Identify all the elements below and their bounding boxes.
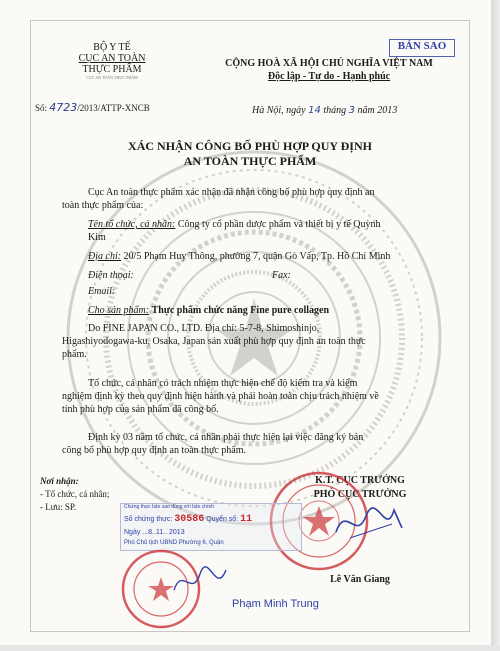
intro-line-1: Cục An toàn thực phẩm xác nhận đã nhận công bố phù hợp quy định an bbox=[88, 187, 375, 198]
address-line bbox=[88, 251, 390, 262]
agency-block bbox=[52, 42, 172, 81]
org-label: Tên tổ chức, cá nhân: bbox=[88, 219, 176, 230]
date-day: 14 bbox=[308, 105, 321, 116]
agency-department-2: THỰC PHẨM bbox=[82, 64, 142, 75]
agency-tiny-label: CỤC AN TOÀN THỰC PHẨM bbox=[86, 75, 138, 80]
responsibility-line-3: tính phù hợp của sản phẩm đã công bố. bbox=[62, 404, 219, 415]
producer-line-2: Higashiyodogawa-ku, Osaka, Japan sản xuất phù hợp quy định an toàn thực bbox=[62, 336, 366, 347]
fax-label: Fax: bbox=[272, 270, 291, 281]
cert-number-label: Số chứng thực: bbox=[124, 516, 173, 523]
period-line-2: công bố phù hợp quy định an toàn thực phẩm. bbox=[62, 445, 247, 456]
agency-ministry: BỘ Y TẾ bbox=[93, 42, 131, 53]
phone-label: Điện thoại: bbox=[88, 270, 134, 281]
cert-date-value: ...8..11.. 2013 bbox=[142, 529, 185, 536]
date-month-label: tháng bbox=[323, 105, 347, 116]
date-year: năm 2013 bbox=[357, 105, 398, 116]
doc-number bbox=[35, 101, 150, 114]
copy-stamp: BẢN SAO bbox=[397, 40, 447, 52]
cert-line-4: Phó Chủ tịch UBND Phường 6, Quận bbox=[124, 540, 224, 546]
org-line-2: Kim bbox=[88, 232, 106, 243]
country-name: CỘNG HOÀ XÃ HỘI CHỦ NGHĨA VIỆT NAM bbox=[225, 58, 433, 69]
cert-signature-scribble-icon bbox=[170, 562, 230, 602]
cert-line-1: Chứng thực bản sao đúng với bản chính bbox=[124, 504, 215, 510]
signer-name: Lê Văn Giang bbox=[330, 574, 390, 585]
agency-department: CỤC AN TOÀN bbox=[78, 53, 146, 64]
producer-line-1: Do FINE JAPAN CO., LTD. Địa chỉ: 5-7-8, Shimoshinjo, bbox=[88, 323, 320, 334]
date-month: 3 bbox=[348, 105, 355, 116]
title-line-2: AN TOÀN THỰC PHẨM bbox=[183, 154, 317, 168]
intro-line-2: toàn thực phẩm của: bbox=[62, 200, 144, 211]
address-label: Địa chỉ: bbox=[88, 251, 122, 262]
period-line-1: Định kỳ 03 năm tổ chức, cá nhân phải thực hiện lại việc đăng ký bản bbox=[88, 432, 364, 443]
cert-book-value: 11 bbox=[240, 514, 253, 525]
address-value: 20/5 Phạm Huy Thông, phường 7, quận Gò Vấp, Tp. Hồ Chí Minh bbox=[123, 251, 391, 262]
recipient-2: - Lưu: SP. bbox=[40, 502, 77, 512]
responsibility-line-1: Tổ chức, cá nhân có trách nhiệm thực hiện chế độ kiểm tra và kiểm bbox=[88, 378, 358, 389]
recipients-title: Nơi nhận: bbox=[40, 476, 79, 486]
doc-number-prefix: Số: bbox=[35, 103, 48, 113]
cert-date-row bbox=[124, 529, 185, 536]
org-line-1 bbox=[88, 219, 381, 230]
cert-number-value: 30586 bbox=[174, 514, 205, 525]
cert-book-label: Quyển số: bbox=[206, 516, 239, 523]
email-label: Email: bbox=[88, 286, 116, 297]
doc-number-suffix: /2013/ATTP-XNCB bbox=[77, 103, 150, 113]
scan-edge-right bbox=[491, 0, 500, 651]
title-line-1: XÁC NHẬN CÔNG BỐ PHÙ HỢP QUY ĐỊNH bbox=[128, 139, 372, 153]
recipient-1: - Tổ chức, cá nhân; bbox=[40, 489, 110, 499]
producer-line-3: phẩm. bbox=[62, 349, 87, 360]
motto: Độc lập - Tự do - Hạnh phúc bbox=[267, 71, 391, 82]
signature-kt: K.T. CỤC TRƯỞNG bbox=[315, 475, 405, 486]
signature-role: PHÓ CỤC TRƯỞNG bbox=[313, 489, 407, 500]
date-prefix: Hà Nội, ngày bbox=[252, 105, 306, 116]
product-label: Cho sản phẩm: bbox=[88, 305, 150, 316]
product-value: Thực phẩm chức năng Fine pure collagen bbox=[151, 305, 330, 316]
signature-scribble-icon bbox=[330, 498, 410, 548]
scan-edge-bottom bbox=[0, 645, 500, 651]
cert-date-label: Ngày bbox=[124, 529, 141, 536]
product-line bbox=[88, 305, 329, 316]
cert-number-row bbox=[124, 514, 252, 525]
org-value: Công ty cổ phần dược phẩm và thiết bị y tế Quỳnh bbox=[177, 219, 381, 230]
issue-date bbox=[252, 105, 397, 116]
responsibility-line-2: nghiệm định kỳ theo quy định hiện hành và phải hoàn toàn chịu trách nhiệm về bbox=[62, 391, 379, 402]
doc-number-handwritten: 4723 bbox=[49, 101, 78, 114]
cert-signer-name: Phạm Minh Trung bbox=[232, 598, 319, 610]
